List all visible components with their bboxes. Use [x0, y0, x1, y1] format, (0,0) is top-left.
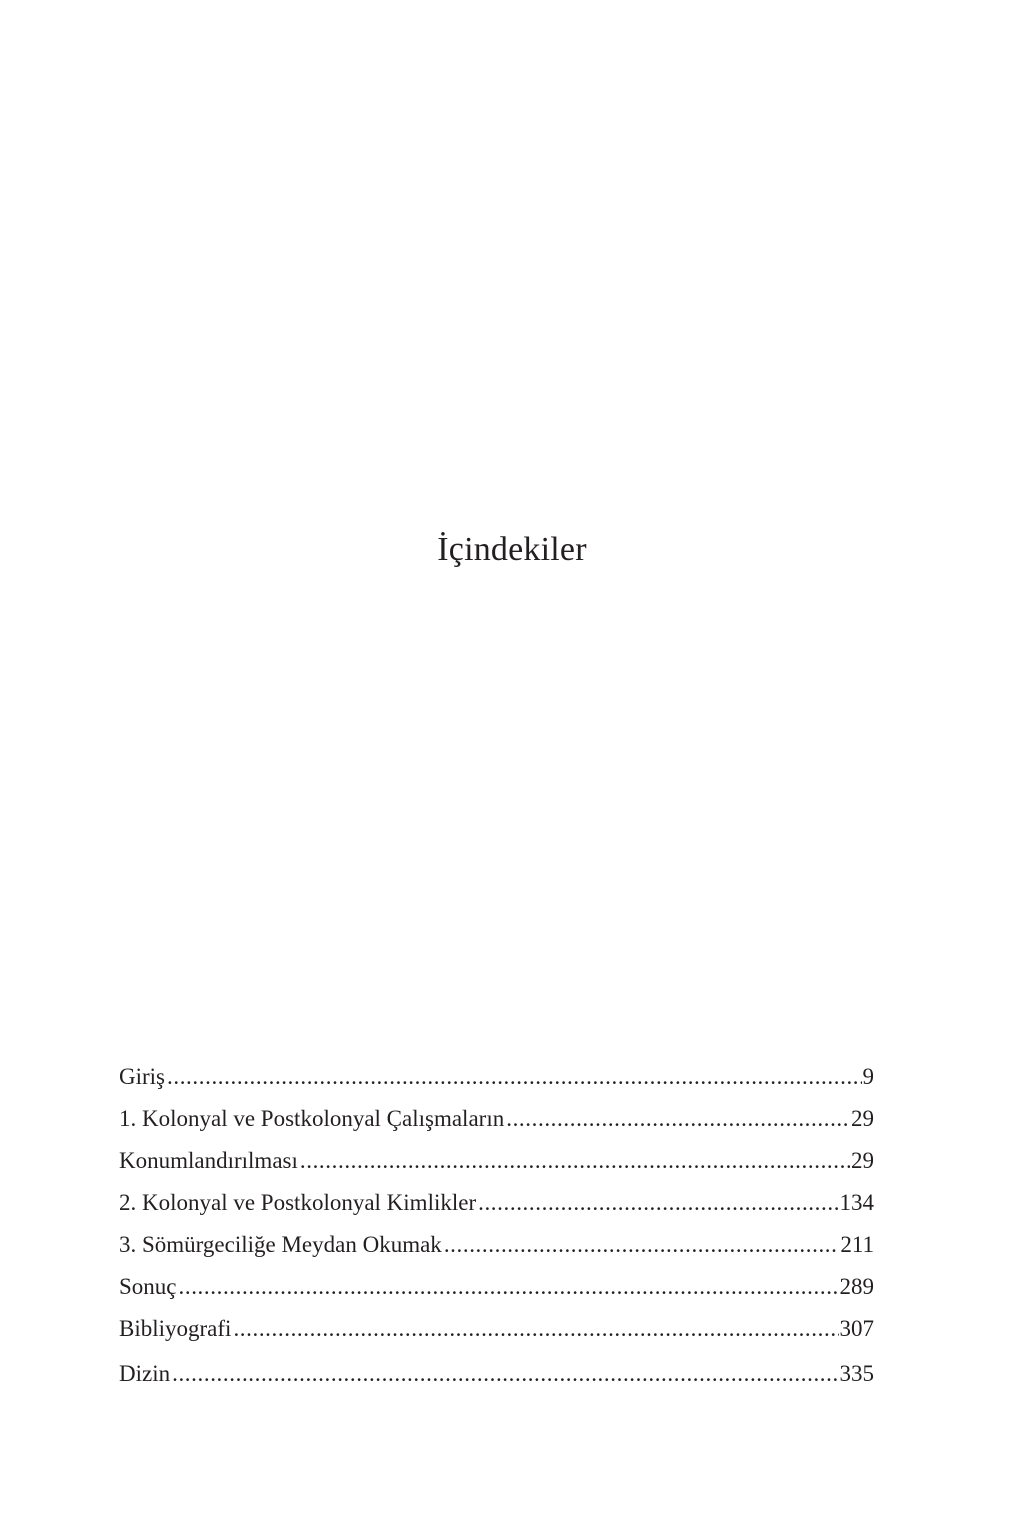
page-title: İçindekiler	[437, 531, 587, 568]
toc-entry-chapter-1	[119, 1098, 874, 1140]
dot-leader	[172, 1353, 838, 1395]
dot-leader	[506, 1098, 850, 1140]
dot-leader	[444, 1224, 840, 1266]
dot-leader	[300, 1140, 850, 1182]
toc-entry-label: Sonuç	[119, 1274, 177, 1299]
dot-leader	[167, 1056, 862, 1098]
toc-entry-label: 1. Kolonyal ve Postkolonyal Çalışmaların	[119, 1106, 505, 1131]
toc-entry-page: 9	[862, 1064, 874, 1089]
toc-entry-bibliyografi	[119, 1308, 874, 1350]
toc-entry-label: Konumlandırılması	[119, 1148, 298, 1173]
toc-entry-page: 335	[839, 1361, 874, 1386]
dot-leader	[478, 1182, 838, 1224]
toc-entry-sonuc	[119, 1266, 874, 1308]
toc-entry-chapter-3	[119, 1224, 874, 1266]
toc-entry-page: 134	[839, 1190, 874, 1215]
dot-leader	[179, 1266, 839, 1308]
toc-entry-page: 289	[839, 1274, 874, 1299]
toc-entry-page: 211	[840, 1232, 874, 1257]
toc-entry-chapter-2	[119, 1182, 874, 1224]
toc-entry-label: Dizin	[119, 1361, 171, 1386]
toc-entry-giris	[119, 1056, 874, 1098]
table-of-contents	[119, 1056, 874, 1395]
toc-entry-label: 3. Sömürgeciliğe Meydan Okumak	[119, 1232, 442, 1257]
dot-leader	[233, 1308, 838, 1350]
toc-entry-label: Giriş	[119, 1064, 165, 1089]
toc-entry-label: 2. Kolonyal ve Postkolonyal Kimlikler	[119, 1190, 477, 1215]
toc-entry-dizin	[119, 1353, 874, 1395]
toc-entry-page: 29	[851, 1106, 874, 1131]
toc-entry-label: Bibliyografi	[119, 1316, 232, 1341]
toc-entry-chapter-1-continued	[119, 1140, 874, 1182]
toc-entry-page: 29	[851, 1148, 874, 1173]
toc-entry-page: 307	[839, 1316, 874, 1341]
